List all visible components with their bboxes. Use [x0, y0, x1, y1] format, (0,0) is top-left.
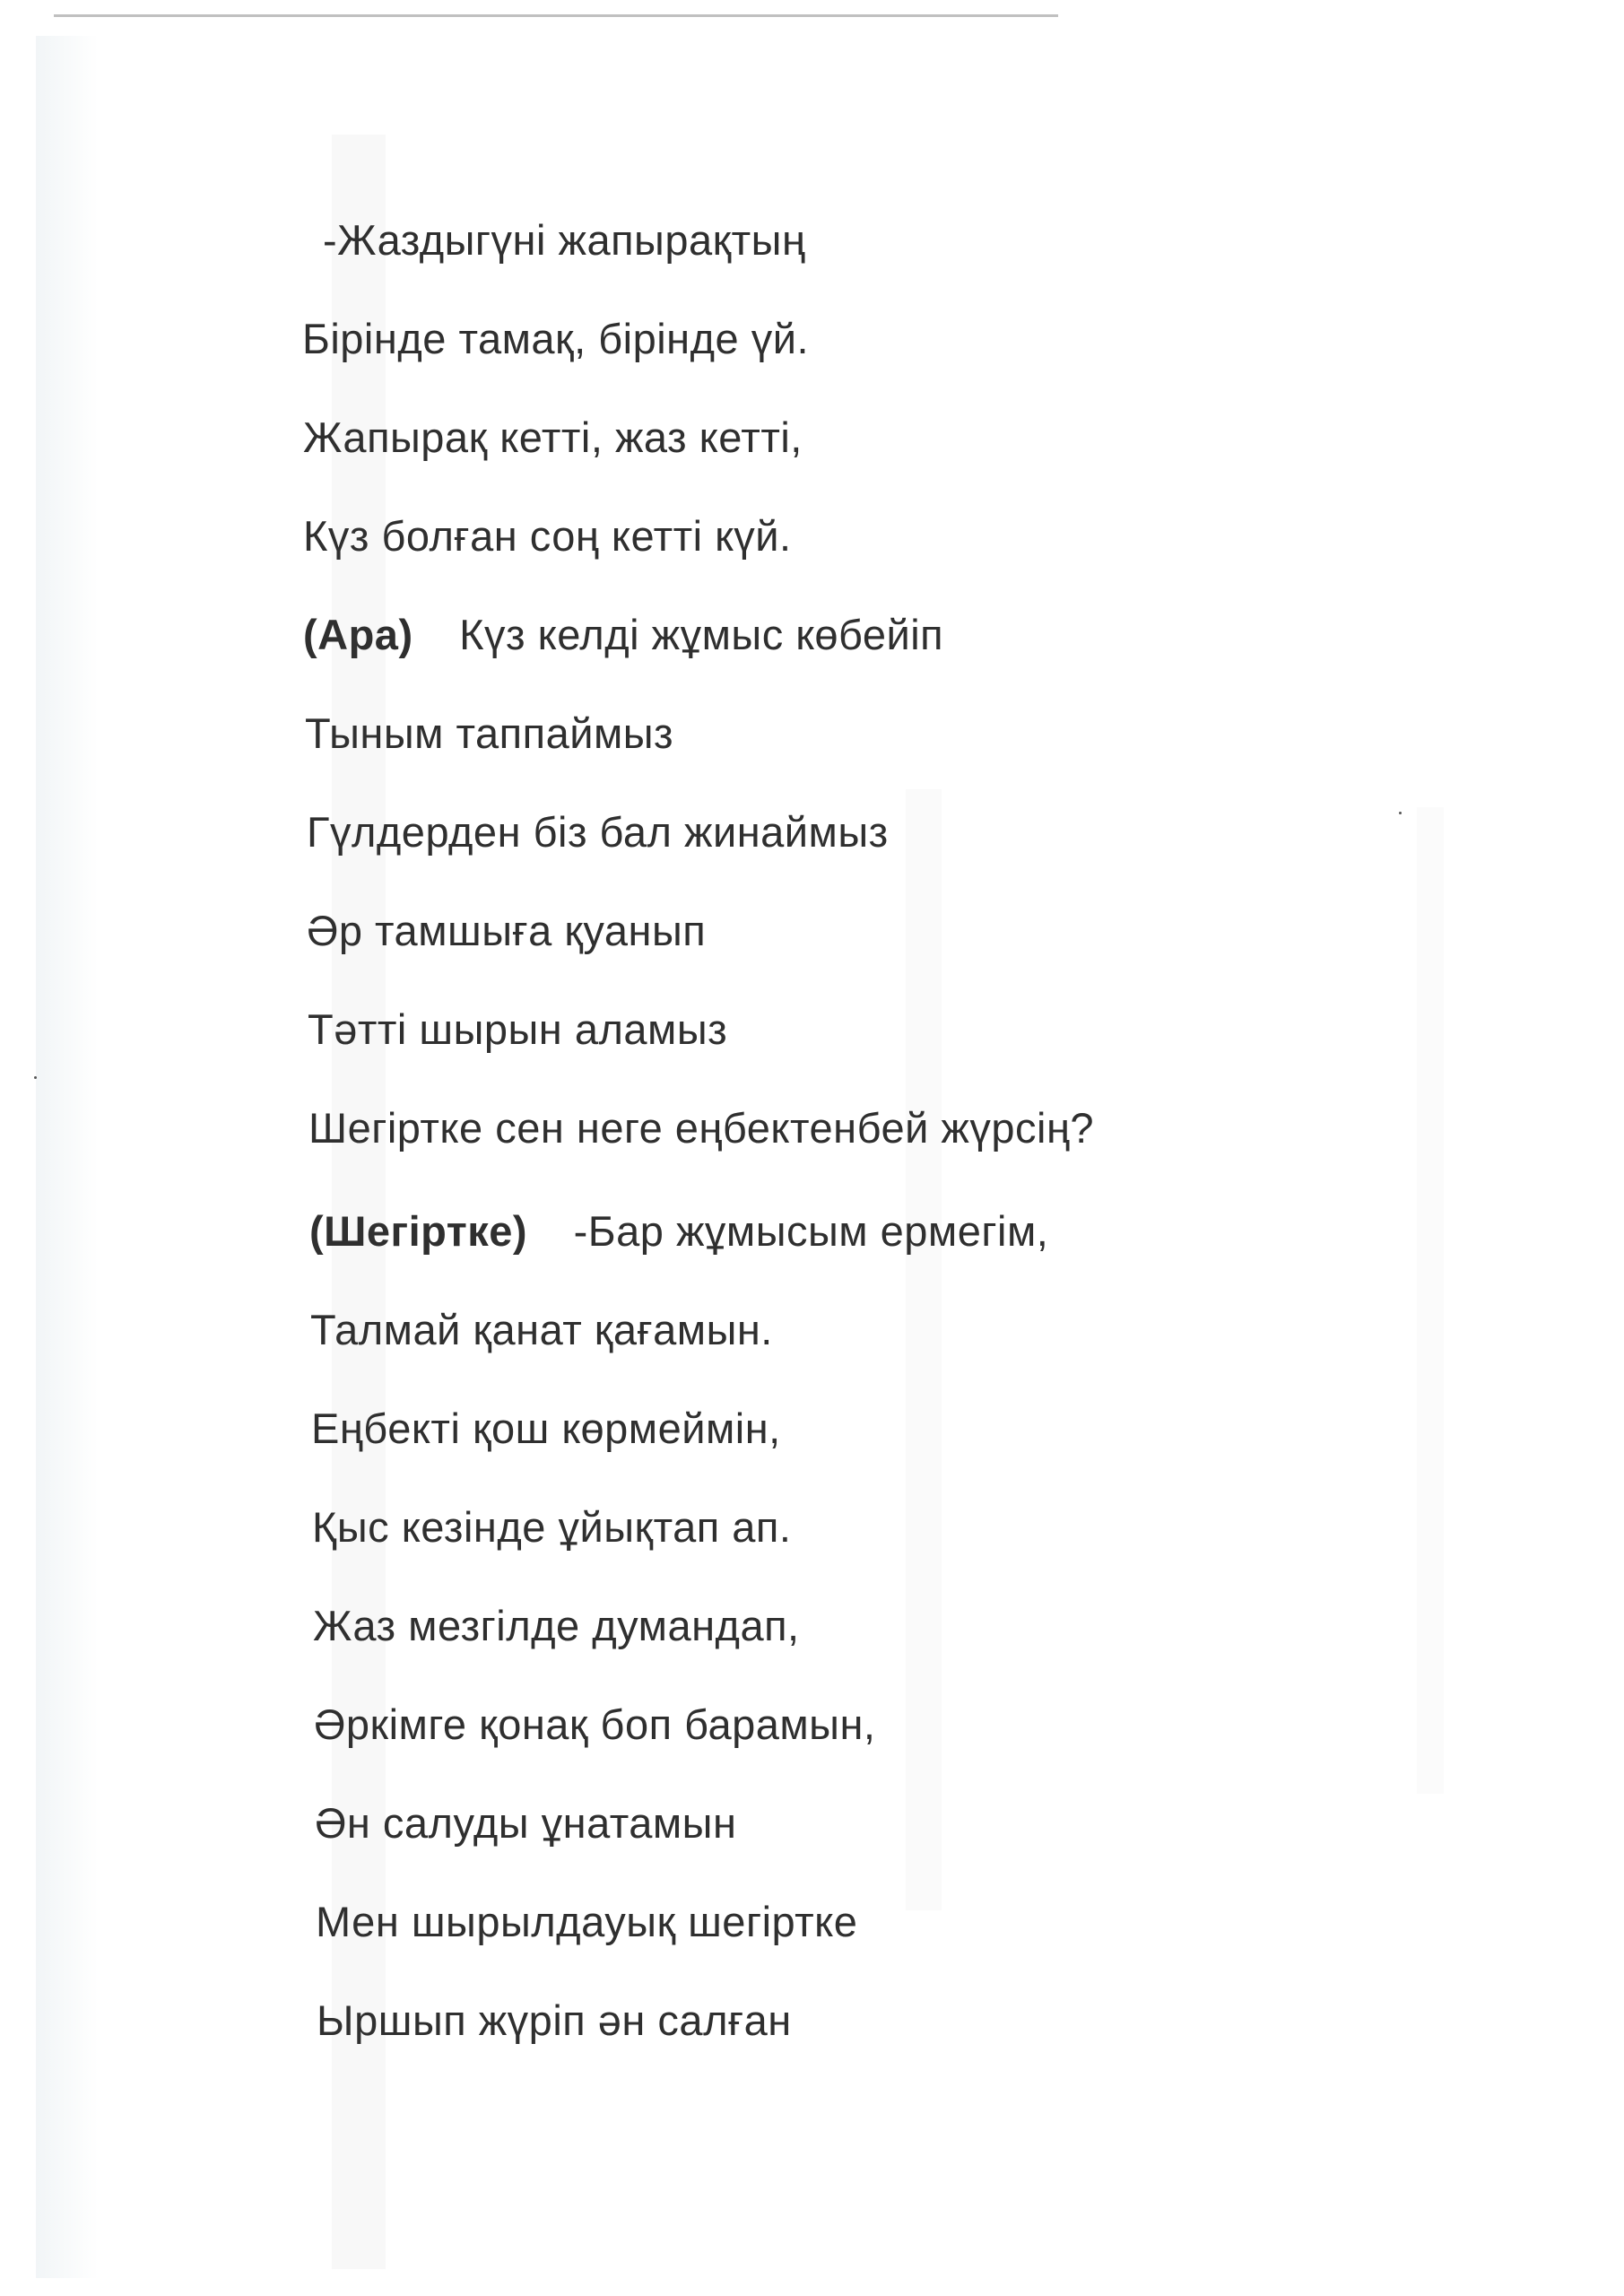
poem-line-text: Күз келді жұмыс көбейіп — [459, 611, 944, 658]
poem-line-9 — [308, 1004, 727, 1055]
poem-line-text: Гүлдерден біз бал жинаймыз — [307, 808, 889, 856]
poem-line-text: Шегіртке сен неге еңбектенбей жүрсің? — [308, 1104, 1095, 1152]
poem-line-1 — [323, 215, 805, 265]
poem-line-19 — [317, 1996, 792, 2046]
poem-line-15 — [313, 1601, 800, 1651]
poem-line-18 — [316, 1897, 857, 1947]
poem-line-text: Тыным таппаймыз — [305, 709, 674, 757]
poem-line-text: Тәтті шырын аламыз — [308, 1005, 728, 1053]
poem-line-11 — [309, 1206, 1048, 1257]
poem-line-7 — [307, 807, 889, 857]
poem-line-text: Мен шырылдауық шегіртке — [316, 1898, 858, 1945]
poem-line-text: Әркімге қонақ боп барамын, — [314, 1700, 876, 1748]
poem-line-16 — [314, 1700, 875, 1750]
poem-line-8 — [307, 906, 706, 956]
poem-line-text: Еңбекті қош көрмеймін, — [311, 1405, 781, 1452]
poem-line-6 — [305, 709, 673, 759]
speaker-label: (Шегіртке) — [309, 1207, 528, 1255]
poem-line-12 — [310, 1305, 773, 1355]
poem-line-text: Күз болған соң кетті күй. — [303, 512, 792, 560]
poem-line-text: Ыршып жүріп ән салған — [317, 1996, 792, 2044]
poem-line-text: Жапырақ кетті, жаз кетті, — [303, 413, 803, 461]
poem-line-3 — [303, 413, 803, 463]
poem-line-13 — [311, 1404, 781, 1454]
poem-line-10 — [308, 1103, 1094, 1153]
poem-line-14 — [312, 1502, 791, 1552]
poem-line-text: Әр тамшыға қуанып — [307, 907, 707, 954]
speaker-label: (Ара) — [303, 611, 413, 658]
poem-line-text: Бірінде тамақ, бірінде үй. — [302, 315, 810, 362]
poem-line-text: Талмай қанат қағамын. — [310, 1306, 773, 1353]
poem-line-2 — [302, 314, 809, 364]
poem-line-text: Қыс кезінде ұйықтап ап. — [312, 1503, 792, 1551]
poem-line-17 — [315, 1798, 736, 1848]
poem-line-5 — [303, 610, 943, 660]
poem-line-4 — [303, 511, 792, 561]
poem-line-text: Ән салуды ұнатамын — [315, 1799, 737, 1847]
poem-line-text: -Бар жұмысым ермегім, — [573, 1207, 1049, 1255]
poem-line-text: -Жаздыгүні жапырақтың — [323, 216, 806, 264]
poem-line-text: Жаз мезгілде думандап, — [313, 1602, 800, 1649]
